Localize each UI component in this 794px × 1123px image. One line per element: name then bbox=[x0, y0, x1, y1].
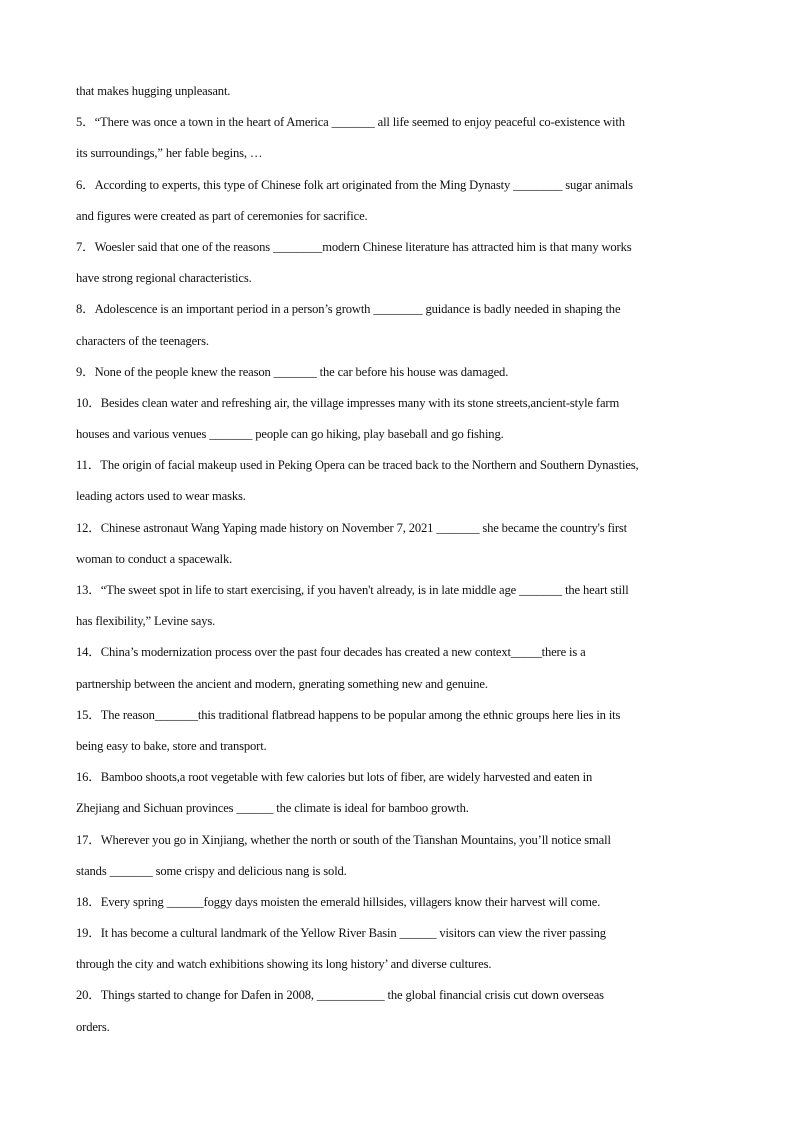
text-line: that makes hugging unpleasant. bbox=[76, 84, 231, 98]
text-line: 7．Woesler said that one of the reasons ________modern Chinese literature has attracted him is that many works bbox=[76, 239, 632, 254]
text-line: orders. bbox=[76, 1019, 110, 1034]
text-line: 5．“There was once a town in the heart of America _______ all life seemed to enjoy peaceful co-existence with bbox=[76, 115, 625, 130]
text-line: stands _______ some crispy and delicious nang is sold. bbox=[76, 863, 347, 878]
text-line: 6．According to experts, this type of Chinese folk art originated from the Ming Dynasty ________ sugar animals bbox=[76, 177, 633, 192]
text-line: characters of the teenagers. bbox=[76, 333, 209, 348]
text-line: Zhejiang and Sichuan provinces ______ the climate is ideal for bamboo growth. bbox=[76, 801, 469, 816]
text-line: 11．The origin of facial makeup used in Peking Opera can be traced back to the Northern and Southern Dynasties, bbox=[76, 458, 639, 473]
text-line: 10．Besides clean water and refreshing air, the village impresses many with its stone streets,ancient-style farm bbox=[76, 395, 620, 410]
text-line: houses and various venues _______ people can go hiking, play baseball and go fishing. bbox=[76, 427, 504, 442]
text-line: have strong regional characteristics. bbox=[76, 271, 252, 286]
text-line: partnership between the ancient and modern, gnerating something new and genuine. bbox=[76, 676, 488, 691]
text-line: 17．Wherever you go in Xinjiang, whether the north or south of the Tianshan Mountains, you’ll notice small bbox=[76, 832, 611, 847]
text-line: 18．Every spring ______foggy days moisten the emerald hillsides, villagers know their harvest will come. bbox=[76, 894, 601, 909]
text-line: 12．Chinese astronaut Wang Yaping made history on November 7, 2021 _______ she became the country's first bbox=[76, 520, 627, 535]
worksheet-page bbox=[76, 82, 726, 1049]
text-line: through the city and watch exhibitions showing its long history’ and diverse cultures. bbox=[76, 957, 492, 972]
text-line: its surroundings,” her fable begins, … bbox=[76, 146, 263, 161]
text-line: 20．Things started to change for Dafen in 2008, ___________ the global financial crisis cut down overseas bbox=[76, 988, 604, 1003]
text-line: 19．It has become a cultural landmark of the Yellow River Basin ______ visitors can view the river passing bbox=[76, 926, 606, 941]
text-line: and figures were created as part of ceremonies for sacrifice. bbox=[76, 208, 368, 223]
text-line: 9．None of the people knew the reason _______ the car before his house was damaged. bbox=[76, 364, 509, 379]
text-line: 14．China’s modernization process over the past four decades has created a new context_____there is a bbox=[76, 645, 586, 660]
text-line: being easy to bake, store and transport. bbox=[76, 738, 267, 753]
text-line: woman to conduct a spacewalk. bbox=[76, 551, 233, 566]
text-line: 16．Bamboo shoots,a root vegetable with few calories but lots of fiber, are widely harvested and eaten in bbox=[76, 770, 593, 785]
text-line: 15．The reason_______this traditional flatbread happens to be popular among the ethnic groups here lies in its bbox=[76, 707, 621, 722]
text-line: leading actors used to wear masks. bbox=[76, 489, 246, 504]
text-line: has flexibility,” Levine says. bbox=[76, 614, 216, 629]
text-line: 13．“The sweet spot in life to start exercising, if you haven't already, is in late middle age _______ the heart still bbox=[76, 583, 629, 597]
text-line: 8．Adolescence is an important period in a person’s growth ________ guidance is badly needed in shaping the bbox=[76, 302, 621, 317]
